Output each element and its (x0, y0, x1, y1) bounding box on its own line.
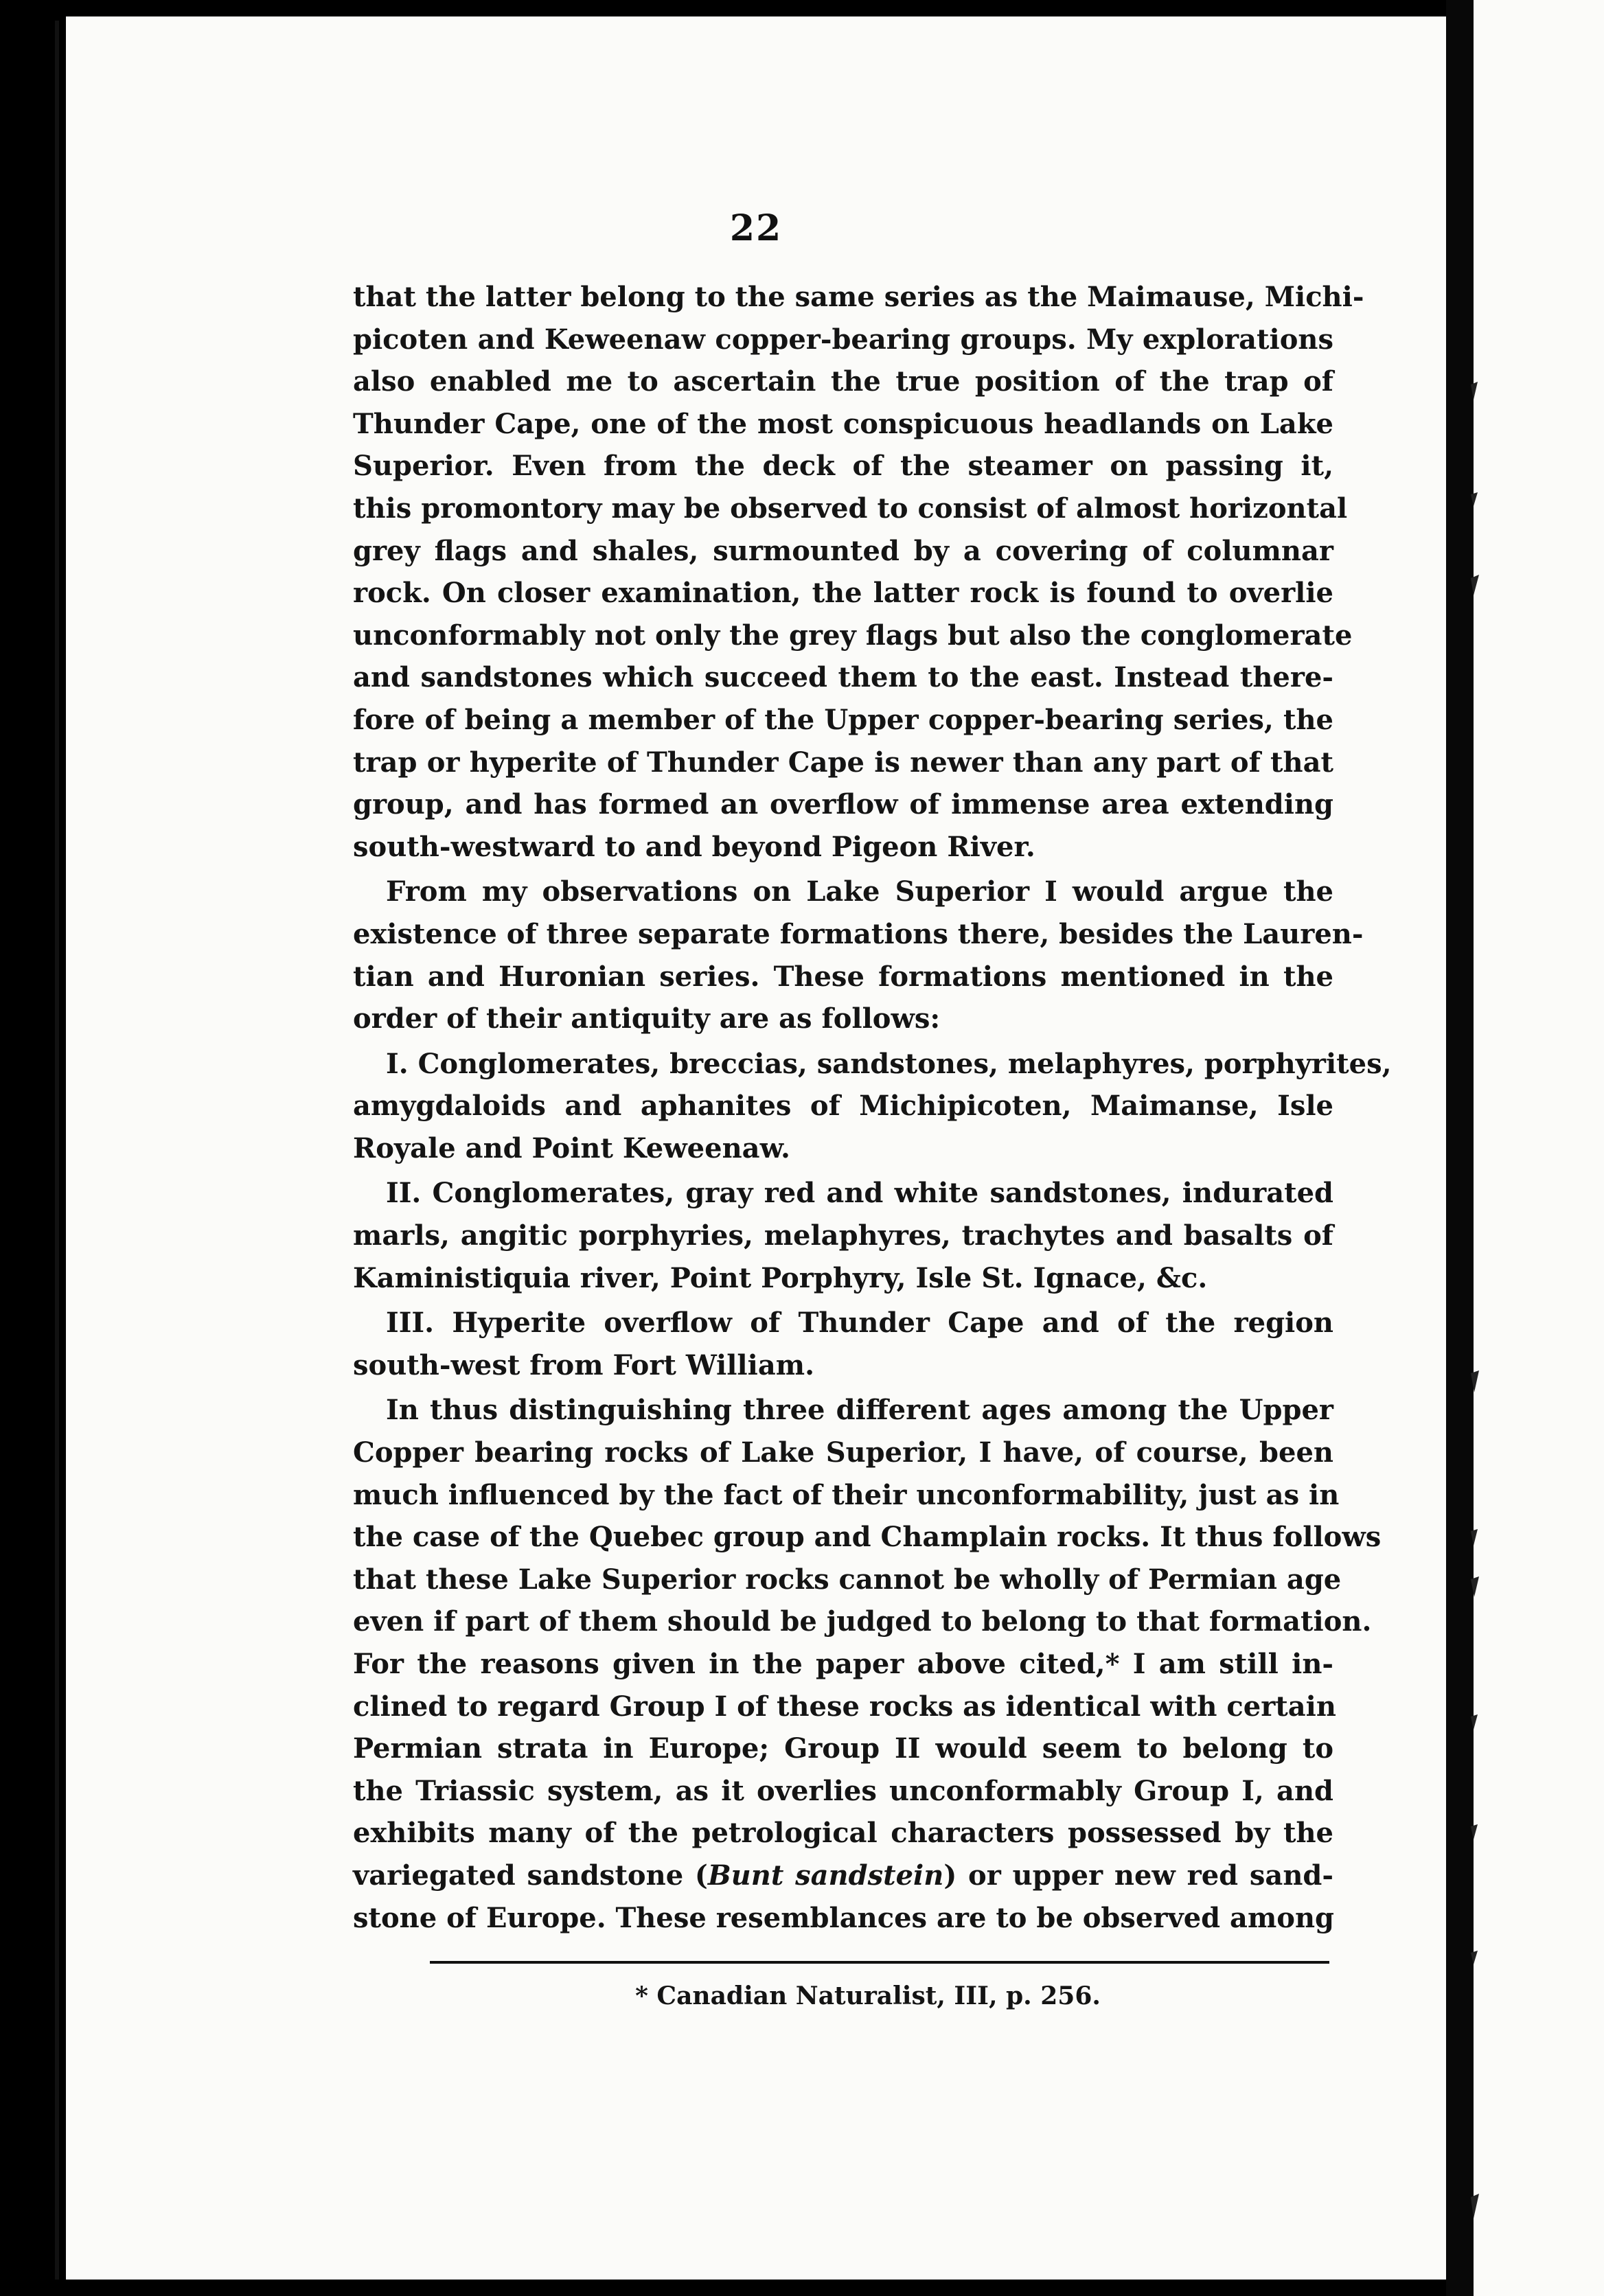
text-line: this promontory may be observed to consist of almost horizontal (353, 492, 1348, 525)
italic-term: Bunt sandstein (707, 1859, 944, 1892)
footnote-rule (430, 1961, 1329, 1964)
text-line: For the reasons given in the paper above cited,* I am still in- (353, 1648, 1333, 1680)
text-line: variegated sandstone (Bunt sandstein) or upper new red sand- (353, 1859, 1333, 1892)
text-line: I. Conglomerates, breccias, sandstones, melaphyres, porphyrites, (386, 1047, 1392, 1080)
text-line: the Triassic system, as it overlies unconformably Group I, and (353, 1774, 1333, 1807)
text-line: much influenced by the fact of their unconformability, just as in (353, 1478, 1340, 1511)
text-line: that the latter belong to the same series as the Maimause, Michi- (353, 281, 1364, 313)
text-line: II. Conglomerates, gray red and white sandstones, indurated (386, 1177, 1333, 1210)
body-text (353, 276, 1392, 1939)
text-line: and sandstones which succeed them to the east. Instead there- (353, 661, 1333, 694)
text-line: that these Lake Superior rocks cannot be wholly of Permian age (353, 1563, 1342, 1596)
text-line: south-westward to and beyond Pigeon River. (353, 830, 1035, 863)
text-line: existence of three separate formations there, besides the Lauren- (353, 917, 1364, 950)
text-line: Thunder Cape, one of the most conspicuous headlands on Lake (353, 407, 1333, 440)
text-line: grey flags and shales, surmounted by a covering of columnar (353, 534, 1333, 567)
text-line: Kaministiquia river, Point Porphyry, Isle St. Ignace, &c. (353, 1261, 1208, 1294)
facing-page-edge (1474, 0, 1604, 2296)
text-line: tian and Huronian series. These formations mentioned in the (353, 960, 1333, 993)
binding-stitch-marks (1439, 0, 1480, 2296)
text-line: Permian strata in Europe; Group II would seem to belong to (353, 1732, 1333, 1765)
text-line: In thus distinguishing three different ages among the Upper (386, 1394, 1333, 1427)
text-line: exhibits many of the petrological characters possessed by the (353, 1817, 1333, 1850)
text-line: order of their antiquity are as follows: (353, 1002, 941, 1035)
text-line: From my observations on Lake Superior I would argue the (386, 875, 1333, 908)
text-line: clined to regard Group I of these rocks as identical with certain (353, 1690, 1336, 1723)
text-line: Copper bearing rocks of Lake Superior, I have, of course, been (353, 1436, 1333, 1469)
text-line: the case of the Quebec group and Champlain rocks. It thus follows (353, 1521, 1382, 1554)
book-page (66, 16, 1446, 2280)
page-number: 22 (729, 207, 783, 249)
text-line: Royale and Point Keweenaw. (353, 1132, 790, 1164)
text-line: picoten and Keweenaw copper-bearing groups. My explorations (353, 323, 1333, 356)
text-line: III. Hyperite overflow of Thunder Cape and of the region (386, 1307, 1333, 1340)
text-line: trap or hyperite of Thunder Cape is newer than any part of that (353, 746, 1333, 779)
footnote: * Canadian Naturalist, III, p. 256. (635, 1982, 1101, 2010)
text-line: marls, angitic porphyries, melaphyres, trachytes and basalts of (353, 1219, 1333, 1252)
text-line: Superior. Even from the deck of the steamer on passing it, (353, 450, 1333, 483)
text-line: fore of being a member of the Upper copper-bearing series, the (353, 703, 1333, 736)
text-line: stone of Europe. These resemblances are to be observed among (353, 1901, 1335, 1934)
text-line: unconformably not only the grey flags but also the conglomerate (353, 619, 1353, 652)
scan-left-edge (55, 21, 59, 2280)
text-line: rock. On closer examination, the latter rock is found to overlie (353, 577, 1333, 610)
text-line: also enabled me to ascertain the true position of the trap of (353, 365, 1333, 398)
text-line: even if part of them should be judged to belong to that formation. (353, 1605, 1372, 1638)
text-line: south-west from Fort William. (353, 1348, 814, 1381)
text-line: group, and has formed an overflow of immense area extending (353, 788, 1333, 821)
text-line: amygdaloids and aphanites of Michipicoten, Maimanse, Isle (353, 1090, 1333, 1123)
